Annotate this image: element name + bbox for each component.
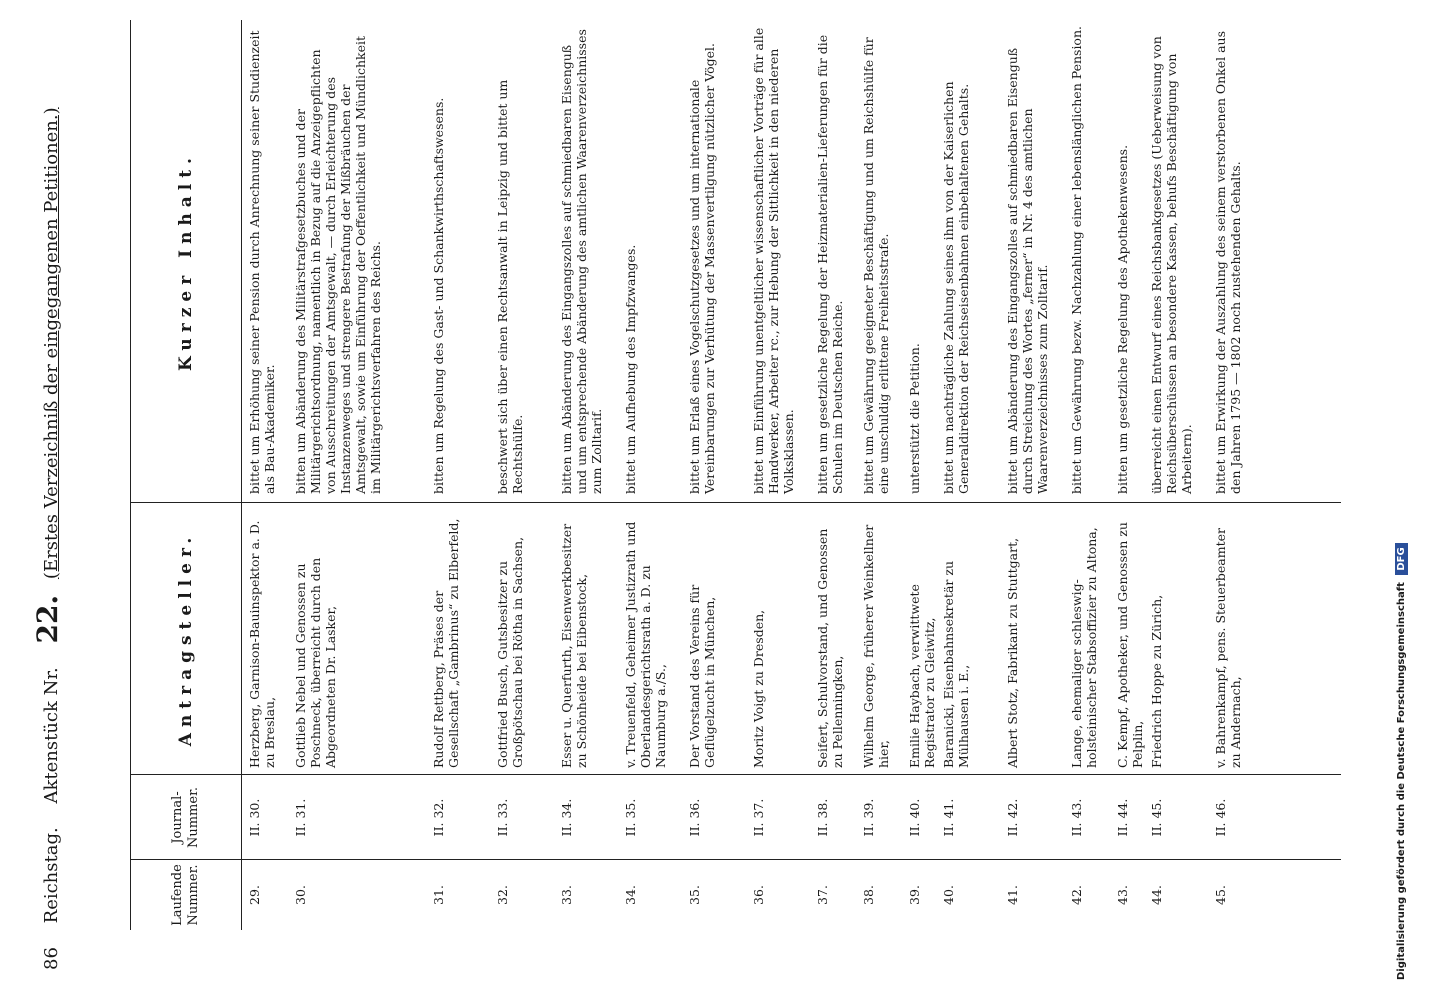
row-applicant: Moritz Voigt zu Dresden,	[751, 609, 766, 768]
table-row	[1069, 20, 1115, 930]
row-journal-number: II. 39.	[861, 798, 876, 837]
row-number: 33.	[559, 885, 574, 905]
row-content: bitten um gesetzliche Regelung des Apothekenwesens.	[1115, 144, 1130, 494]
table-row	[1213, 20, 1277, 930]
row-number: 42.	[1069, 885, 1084, 905]
row-journal-number: II. 35.	[623, 798, 638, 837]
row-applicant: Rudolf Rettberg, Präses der Gesellschaft „Gambrinus“ zu Elberfeld,	[431, 518, 461, 768]
row-applicant: Herzberg, Garnison-Bauinspektor a. D. zu Breslau,	[247, 520, 277, 768]
row-content: bittet um Erwirkung der Auszahlung des seinem verstorbenen Onkel aus den Jahren 1795 — 1802 noch zustehenden Gehalts.	[1213, 30, 1243, 494]
table-row	[431, 20, 495, 930]
row-applicant: Albert Stotz, Fabrikant zu Stuttgart,	[1005, 537, 1020, 768]
row-journal-number: II. 40.	[907, 798, 922, 837]
row-content: beschwert sich über einen Rechtsanwalt in Leipzig und bittet um Rechtshülfe.	[495, 79, 525, 494]
row-journal-number: II. 36.	[687, 798, 702, 837]
row-content: bittet um Erhöhung seiner Pension durch Anrechnung seiner Studienzeit als Bau-Akademiker.	[247, 30, 277, 494]
column-header-antragsteller: Antragsteller.	[131, 503, 242, 775]
row-journal-number: II. 37.	[751, 798, 766, 837]
header-reichstag: Reichstag.	[41, 827, 62, 924]
row-applicant: Baranicki, Eisenbahnsekretär zu Mülhausen i. E.,	[941, 561, 971, 768]
digitization-credit	[1395, 20, 1408, 980]
row-number: 29.	[247, 885, 262, 905]
row-applicant: v. Treuenfeld, Geheimer Justizrath und Oberlandesgerichtsrath a. D. zu Naumburg a./S.,	[623, 521, 668, 768]
row-number: 37.	[815, 885, 830, 905]
row-journal-number: II. 46.	[1213, 798, 1228, 837]
row-number: 45.	[1213, 885, 1228, 905]
row-journal-number: II. 33.	[495, 798, 510, 837]
row-applicant: Lange, ehemaliger schleswig-holsteinischer Stabsoffizier zu Altona,	[1069, 527, 1099, 768]
row-applicant: Seifert, Schulvorstand, und Genossen zu Pellenningken,	[815, 528, 845, 768]
table-body	[247, 20, 1277, 930]
row-content: bittet um Gewährung geeigneter Beschäftigung und um Reichshülfe für eine unschuldig erlittene Freiheitsstrafe.	[861, 37, 891, 494]
row-journal-number: II. 31.	[293, 798, 308, 837]
table-row	[495, 20, 559, 930]
row-content: bittet um Erlaß eines Vogelschutzgesetzes und um internationale Vereinbarungen zur Verhütung der Massenvertilgung nützlicher Vögel.	[687, 43, 717, 494]
table-row	[941, 20, 1005, 930]
table-row	[861, 20, 907, 930]
header-aktenstueck: Aktenstück Nr.	[41, 667, 62, 804]
row-journal-number: II. 34.	[559, 798, 574, 837]
header-document-number: 22.	[31, 594, 64, 644]
row-journal-number: II. 38.	[815, 798, 830, 837]
row-content: unterstützt die Petition.	[907, 343, 922, 494]
row-number: 30.	[293, 885, 308, 905]
row-number: 40.	[941, 885, 956, 905]
row-applicant: Gottfried Busch, Gutsbesitzer zu Großpötschau bei Rötha in Sachsen,	[495, 536, 525, 768]
column-header-journal: Journal-Nummer.	[131, 775, 242, 860]
dfg-logo-icon: DFG	[1395, 543, 1408, 574]
row-number: 34.	[623, 885, 638, 905]
table-row	[1005, 20, 1069, 930]
row-applicant: Friedrich Hoppe zu Zürich,	[1149, 594, 1164, 768]
row-journal-number: II. 32.	[431, 798, 446, 837]
row-number: 38.	[861, 885, 876, 905]
row-content: bitten um Abänderung des Militärstrafgesetzbuches und der Militärgerichtsordnung, namentlich in Bezug auf die Anzeigepflichten von Ausschreitungen der Amtsgewalt, — durch Erleichterung des Instanzenweges und strengere Bestrafung der Mißbräuchen der Amtsgewalt, sowie um Einführung der Oeffentlichkeit und Mündlichkeit im Militärgerichtsverfahren des Reichs.	[293, 35, 383, 494]
row-applicant: C. Kempf, Apotheker, und Genossen zu Pelplin,	[1115, 522, 1145, 768]
row-number: 41.	[1005, 885, 1020, 905]
row-journal-number: II. 44.	[1115, 798, 1130, 837]
row-journal-number: II. 42.	[1005, 798, 1020, 837]
row-journal-number: II. 30.	[247, 798, 262, 837]
header-subtitle: (Erstes Verzeichniß der eingegangenen Petitionen.)	[41, 107, 62, 580]
row-content: bitten um Regelung des Gast- und Schankwirthschaftswesens.	[431, 97, 446, 494]
row-applicant: Wilhelm George, früherer Weinkellner hier,	[861, 524, 891, 768]
row-number: 31.	[431, 885, 446, 905]
row-number: 44.	[1149, 885, 1164, 905]
row-content: bittet um Gewährung bezw. Nachzahlung einer lebenslänglichen Pension.	[1069, 26, 1084, 494]
table-row	[687, 20, 751, 930]
row-applicant: Emilie Haybach, verwittwete Registrator zu Gleiwitz,	[907, 584, 937, 768]
row-content: bitten um gesetzliche Regelung der Heizmaterialien-Lieferungen für die Schulen im Deutschen Reiche.	[815, 34, 845, 494]
row-number: 39.	[907, 885, 922, 905]
row-number: 35.	[687, 885, 702, 905]
row-journal-number: II. 43.	[1069, 798, 1084, 837]
row-content: bittet um Abänderung des Eingangszolles auf schmiedbaren Eisenguß durch Streichung des Wortes „ferner“ in Nr. 4 des amtlichen Waarenverzeichnisses zum Zolltarif.	[1005, 47, 1050, 494]
row-applicant: Der Vorstand des Vereins für Geflügelzucht in München,	[687, 584, 717, 768]
table-row	[293, 20, 431, 930]
credit-text: Digitalisierung gefördert durch die Deutsche Forschungsgemeinschaft	[1396, 582, 1407, 980]
row-number: 36.	[751, 885, 766, 905]
table-row	[907, 20, 941, 930]
table-row	[751, 20, 815, 930]
column-header-laufende: Laufende Nummer.	[131, 860, 242, 930]
table-row	[1115, 20, 1149, 930]
row-content: bittet um Einführung unentgeltlicher wissenschaftlicher Vorträge für alle Handwerker, Arbeiter rc., zur Hebung der Sittlichkeit in den niederen Volksklassen.	[751, 27, 796, 494]
row-applicant: v. Bahrenkampf, pens. Steuerbeamter zu Andernach,	[1213, 528, 1243, 768]
row-number: 43.	[1115, 885, 1130, 905]
row-applicant: Esser u. Querfurth, Eisenwerkbesitzer zu Schönheide bei Eibenstock,	[559, 523, 589, 768]
page-header	[28, 40, 68, 970]
row-applicant: Gottlieb Nebel und Genossen zu Poschneck, überreicht durch den Abgeordneten Dr. Lasker,	[293, 557, 338, 768]
table-row	[559, 20, 623, 930]
table-row	[623, 20, 687, 930]
petitions-table	[130, 20, 1341, 930]
row-content: bitten um Abänderung des Eingangszolles auf schmiedbaren Eisenguß und um entsprechende Abänderung des amtlichen Waarenverzeichnisses zum Zolltarif.	[559, 29, 604, 494]
page-number: 86	[41, 947, 62, 970]
row-content: bittet um nachträgliche Zahlung seines ihm von der Kaiserlichen Generaldirektion der Reichseisenbahnen einbehaltenen Gehalts.	[941, 81, 971, 494]
row-journal-number: II. 45.	[1149, 798, 1164, 837]
row-journal-number: II. 41.	[941, 798, 956, 837]
column-header-inhalt: Kurzer Inhalt.	[131, 20, 242, 503]
table-row	[1149, 20, 1213, 930]
row-content: bittet um Aufhebung des Impfzwanges.	[623, 244, 638, 494]
row-content: überreicht einen Entwurf eines Reichsbankgesetzes (Ueberweisung von Reichsüberschüssen an besondere Kassen, behufs Beschäftigung von Arbeitern).	[1149, 36, 1194, 494]
row-number: 32.	[495, 885, 510, 905]
table-row	[815, 20, 861, 930]
table-row	[247, 20, 293, 930]
